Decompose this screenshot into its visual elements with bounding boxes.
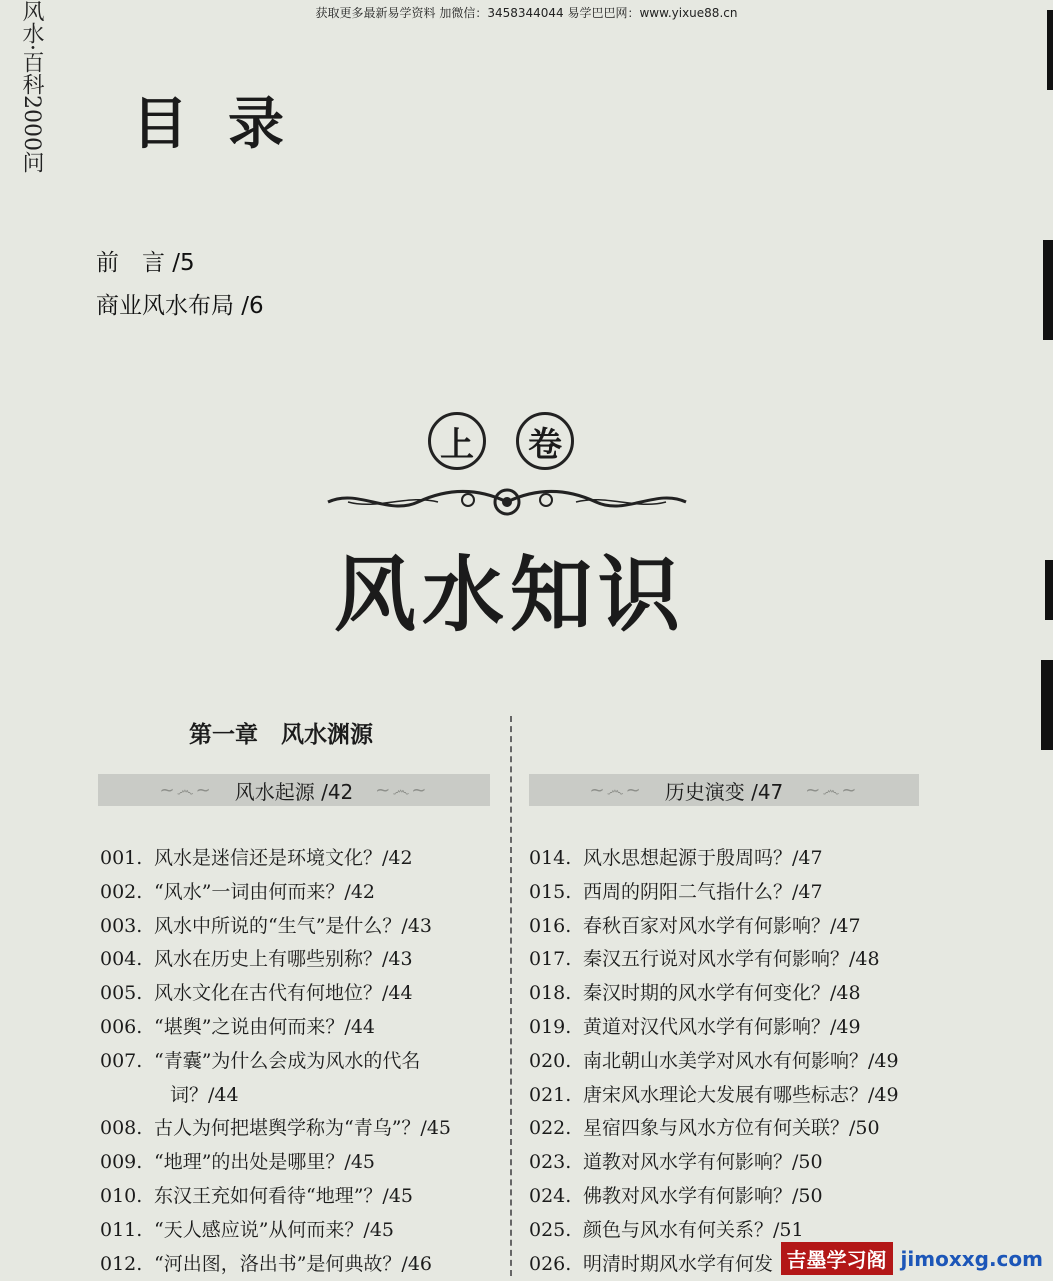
- toc-entry[interactable]: 025. 颜色与风水有何关系？/51: [529, 1218, 804, 1241]
- spine-title: 风水·百科2000问: [19, 0, 44, 173]
- page-title: 目录: [132, 92, 324, 157]
- toc-entry[interactable]: 014. 风水思想起源于殷周吗？/47: [529, 847, 823, 869]
- toc-entry[interactable]: 004. 风水在历史上有哪些别称？/43: [100, 948, 413, 971]
- toc-entry[interactable]: 022. 星宿四象与风水方位有何关联？/50: [529, 1117, 880, 1140]
- toc-entry[interactable]: 003. 风水中所说的“生气”是什么？/43: [100, 914, 433, 937]
- toc-preface[interactable]: 前 言 /5: [96, 250, 195, 276]
- section-header-left: [98, 774, 490, 806]
- toc-commercial-layout[interactable]: 商业风水布局 /6: [96, 293, 264, 319]
- watermark-logo: 吉墨学习阁: [781, 1242, 893, 1275]
- section-header-right: [529, 774, 919, 806]
- toc-entry[interactable]: 001. 风水是迷信还是环境文化？/42: [100, 847, 413, 869]
- cloud-ornament-icon: ~෴~: [159, 779, 213, 801]
- toc-entry[interactable]: 023. 道教对风水学有何影响？/50: [529, 1151, 823, 1174]
- toc-entry[interactable]: 002. “风水”一词由何而来？/42: [100, 880, 376, 903]
- toc-entry[interactable]: 020. 南北朝山水美学对风水有何影响？/49: [529, 1049, 899, 1072]
- toc-entry[interactable]: 021. 唐宋风水理论大发展有哪些标志？/49: [529, 1083, 899, 1106]
- toc-entry[interactable]: 010. 东汉王充如何看待“地理”？/45: [100, 1184, 414, 1207]
- volume-char: 上: [428, 412, 486, 470]
- cloud-ornament-icon: ~෴~: [375, 779, 429, 801]
- chapter-title: 第一章 风水渊源: [189, 722, 373, 748]
- volume-badge: [428, 412, 574, 470]
- toc-entry[interactable]: 024. 佛教对风水学有何影响？/50: [529, 1184, 823, 1207]
- toc-entry[interactable]: 015. 西周的阴阳二气指什么？/47: [529, 880, 823, 903]
- page-edge-shadow: [1039, 0, 1053, 1279]
- watermark: [781, 1242, 1043, 1275]
- cloud-ornament-icon: ~෴~: [589, 779, 643, 801]
- toc-entry[interactable]: 006. “堪舆”之说由何而来？/44: [100, 1015, 376, 1038]
- section-title[interactable]: 风水起源 /42: [234, 779, 354, 804]
- watermark-url[interactable]: jimoxxg.com: [900, 1246, 1043, 1271]
- toc-entry[interactable]: 008. 古人为何把堪舆学称为“青乌”？/45: [100, 1117, 452, 1140]
- toc-list-left: [100, 842, 510, 1281]
- toc-entry[interactable]: 007. “青囊”为什么会成为风水的代名 词？/44: [100, 1049, 421, 1106]
- header-note: 获取更多最新易学资料 加微信：3458344044 易学巴巴网：www.yixue88.cn: [315, 6, 738, 20]
- toc-entry[interactable]: 016. 春秋百家对风水学有何影响？/47: [529, 914, 861, 937]
- toc-entry[interactable]: 011. “天人感应说”从何而来？/45: [100, 1218, 395, 1241]
- toc-entry[interactable]: 018. 秦汉时期的风水学有何变化？/48: [529, 982, 861, 1005]
- volume-char: 卷: [516, 412, 574, 470]
- toc-entry[interactable]: 026. 明清时期风水学有何发: [529, 1252, 774, 1275]
- toc-entry[interactable]: 005. 风水文化在古代有何地位？/44: [100, 982, 413, 1005]
- volume-heading: 风水知识: [334, 547, 687, 643]
- cloud-ornament-icon: ~෴~: [805, 779, 859, 801]
- toc-entry[interactable]: 017. 秦汉五行说对风水学有何影响？/48: [529, 948, 880, 971]
- column-divider: [510, 716, 512, 1276]
- toc-entry[interactable]: 009. “地理”的出处是哪里？/45: [100, 1151, 376, 1174]
- toc-list-right: [529, 842, 929, 1281]
- toc-entry[interactable]: 012. “河出图，洛出书”是何典故？/46: [100, 1252, 433, 1275]
- toc-entry[interactable]: 019. 黄道对汉代风水学有何影响？/49: [529, 1015, 861, 1038]
- section-title[interactable]: 历史演变 /47: [664, 779, 784, 804]
- ornament-divider: [318, 480, 696, 524]
